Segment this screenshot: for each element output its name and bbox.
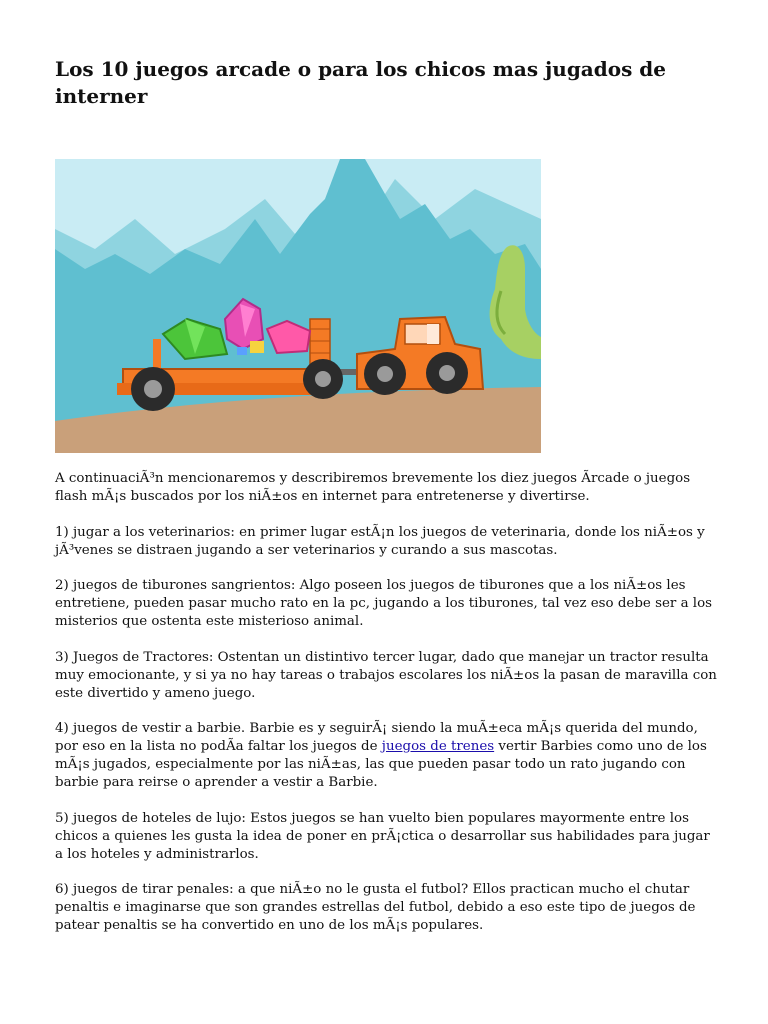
paragraph-item-3: 3) Juegos de Tractores: Ostentan un distintivo tercer lugar, dado que manejar un tractor resulta muy emocionante, y si ya no hay tareas o trabajos escolares los niÃ±os la pasan de maravilla con este divertido y ameno juego. <box>55 649 717 701</box>
paragraph-item-4 <box>55 720 720 792</box>
paragraph-item-1: 1) jugar a los veterinarios: en primer lugar estÃ¡n los juegos de veterinaria, donde los niÃ±os y jÃ³venes se distraen jugando a ser veterinarios y curando a sus mascotas. <box>55 524 705 558</box>
juegos-de-trenes-link[interactable]: juegos de trenes <box>381 739 495 754</box>
page-title: Los 10 juegos arcade o para los chicos mas jugados de interner <box>55 57 667 108</box>
paragraph-item-5: 5) juegos de hoteles de lujo: Estos juegos se han vuelto bien populares mayormente entre los chicos a quienes les gusta la idea de poner en prÃ¡ctica o desarrollar sus habilidades para jugar a los hoteles y administrarlos. <box>55 810 710 862</box>
paragraph-item-4-before: 4) juegos de vestir a barbie. Barbie es y seguirÃ¡ siendo la muÃ±eca mÃ¡s querida del mundo, por eso en la lista no podÃa faltar los juegos de <box>55 721 698 754</box>
paragraph-item-4-after: vertir Barbies como uno de los mÃ¡s jugados, especialmente por las niÃ±as, las que pueden pasar todo un rato jugando con barbie para reirse o aprender a vestir a Barbie. <box>55 739 707 790</box>
article-body <box>55 470 720 953</box>
paragraph-item-2: 2) juegos de tiburones sangrientos: Algo poseen los juegos de tiburones que a los niÃ±os les entretiene, pueden pasar mucho rato en la pc, jugando a los tiburones, tal vez eso debe ser a los misterios que ostenta este misterioso animal. <box>55 578 713 629</box>
paragraph-intro: A continuaciÃ³n mencionaremos y describiremos brevemente los diez juegos Ãrcade o juegos flash mÃ¡s buscados por los niÃ±os en internet para entretenerse y divertirse. <box>55 471 691 504</box>
hero-illustration <box>55 159 541 453</box>
paragraph-item-6: 6) juegos de tirar penales: a que niÃ±o no le gusta el futbol? Ellos practican mucho el chutar penaltis e imaginarse que son grandes estrellas del futbol, debido a eso este tipo de juegos de patear penaltis se ha convertido en uno de los mÃ¡s populares. <box>55 882 696 933</box>
